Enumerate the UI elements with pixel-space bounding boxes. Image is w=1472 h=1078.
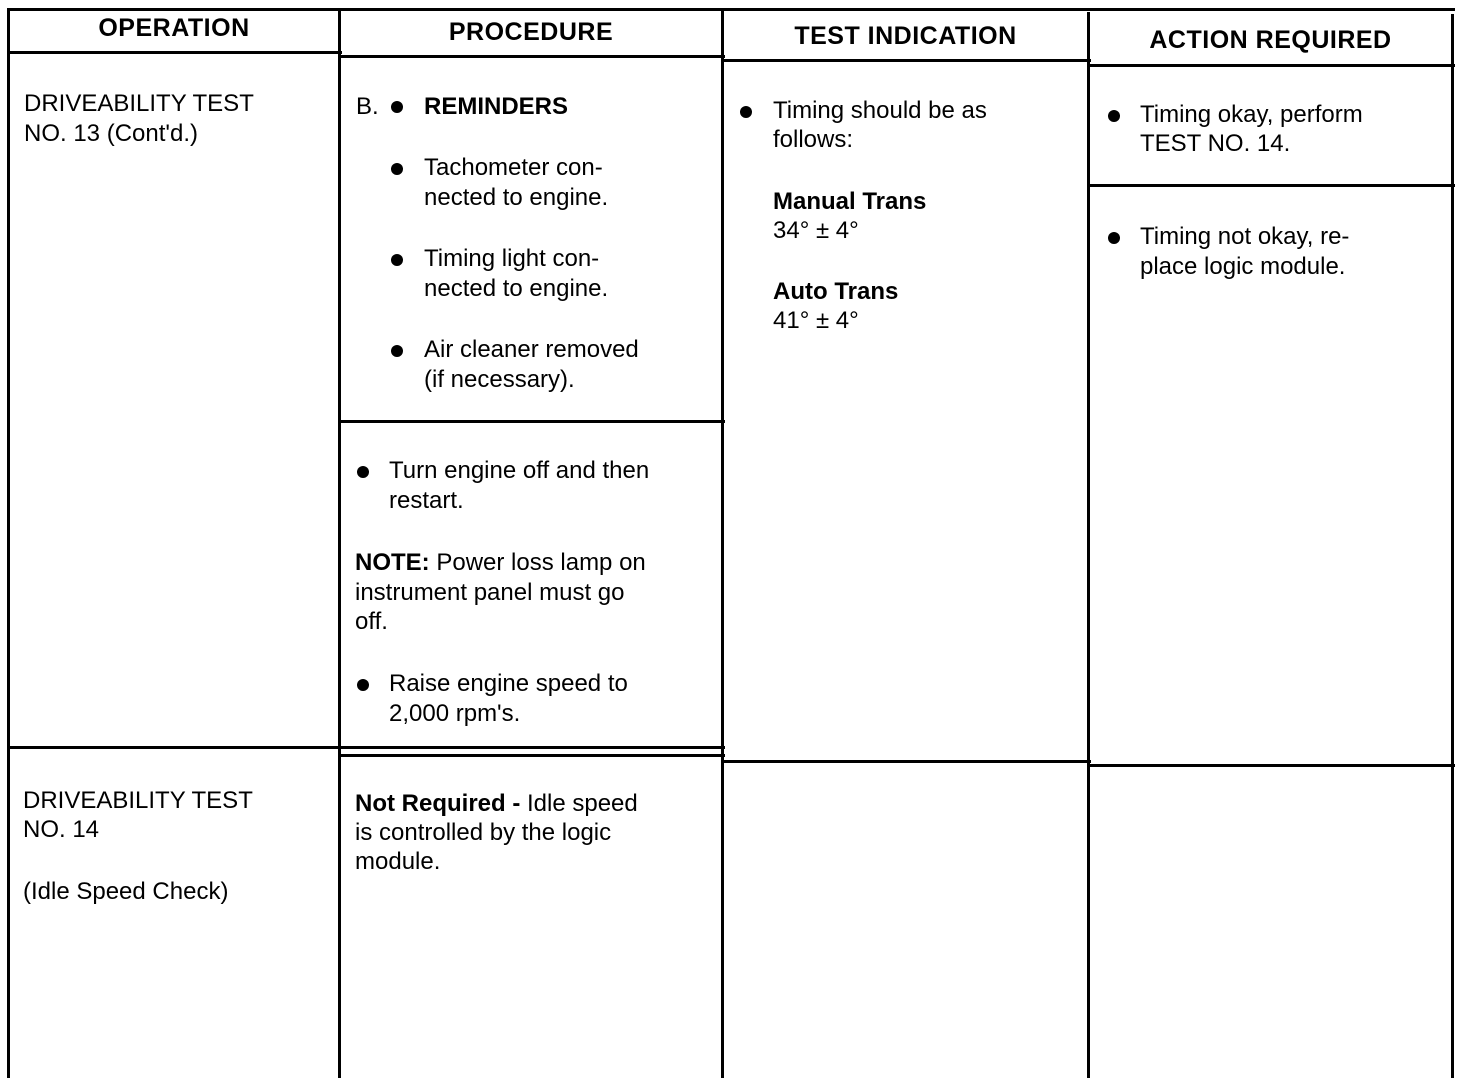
reminders-heading: REMINDERS — [424, 93, 569, 120]
operation-test-14-subtitle: (Idle Speed Check) — [23, 878, 229, 905]
action-ok-line1: Timing okay, perform — [1140, 101, 1363, 128]
procedure-note-line1 — [355, 548, 646, 578]
action-ok-line2: TEST NO. 14. — [1140, 130, 1291, 157]
not-required-label: Not Required - — [355, 790, 521, 817]
column-divider-3 — [1087, 12, 1090, 1078]
test-indication-intro-line2: follows: — [773, 126, 854, 153]
operation-test-13-line2: NO. 13 (Cont'd.) — [24, 120, 198, 147]
table-right-border — [1451, 14, 1454, 1078]
header-bottom-border-col3 — [724, 59, 1091, 62]
reminders-prefix: B. — [356, 93, 379, 120]
procedure-not-required-line3: module. — [355, 848, 441, 875]
reminder-item-2-line2: nected to engine. — [424, 275, 609, 302]
header-bottom-border-col2 — [341, 55, 725, 58]
reminder-item-1-line1: Tachometer con- — [424, 154, 603, 181]
reminder-item-3-line2: (if necessary). — [424, 366, 575, 393]
header-test-indication: TEST INDICATION — [794, 22, 1017, 50]
action-split-line — [1090, 184, 1455, 187]
note-label: NOTE: — [355, 549, 430, 576]
header-action-required: ACTION REQUIRED — [1149, 26, 1392, 54]
bullet-icon — [391, 101, 403, 113]
bullet-icon — [1108, 232, 1120, 244]
reminder-item-3-line1: Air cleaner removed — [424, 336, 639, 363]
bullet-icon — [1108, 110, 1120, 122]
column-divider-2 — [721, 10, 724, 1078]
procedure-step-restart-line2: restart. — [389, 487, 464, 514]
action-not-ok-line1: Timing not okay, re- — [1140, 223, 1350, 250]
action-not-ok-line2: place logic module. — [1140, 253, 1346, 280]
procedure-not-required-line1 — [355, 789, 638, 819]
column-divider-1 — [338, 8, 341, 1078]
manual-trans-label: Manual Trans — [773, 188, 927, 215]
bullet-icon — [357, 466, 369, 478]
procedure-step-restart-line1: Turn engine off and then — [389, 457, 650, 484]
header-bottom-border-col4 — [1090, 64, 1455, 67]
reminder-item-1-line2: nected to engine. — [424, 184, 609, 211]
procedure-step-raise-speed-line2: 2,000 rpm's. — [389, 700, 521, 727]
test-indication-intro-line1: Timing should be as — [773, 97, 987, 124]
bullet-icon — [357, 679, 369, 691]
procedure-note-line2: instrument panel must go — [355, 579, 625, 606]
auto-trans-label: Auto Trans — [773, 278, 899, 305]
table-top-border — [8, 8, 1455, 11]
bullet-icon — [391, 163, 403, 175]
table-left-border — [7, 8, 10, 1078]
operation-test-13-line1: DRIVEABILITY TEST — [24, 90, 254, 117]
row-divider-col4 — [1090, 764, 1455, 767]
auto-trans-value: 41° ± 4° — [773, 307, 859, 334]
row-divider-col2 — [341, 754, 725, 757]
reminder-item-2-line1: Timing light con- — [424, 245, 600, 272]
bullet-icon — [391, 254, 403, 266]
bullet-icon — [391, 345, 403, 357]
procedure-note-line3: off. — [355, 608, 388, 635]
note-text: Power loss lamp on — [429, 549, 646, 576]
bullet-icon — [740, 106, 752, 118]
procedure-step-raise-speed-line1: Raise engine speed to — [389, 670, 628, 697]
procedure-split-line — [341, 420, 725, 423]
not-required-text: Idle speed — [520, 790, 638, 817]
operation-test-14-line1: DRIVEABILITY TEST — [23, 787, 253, 814]
header-procedure: PROCEDURE — [448, 18, 614, 46]
row-divider-col3 — [724, 760, 1091, 763]
manual-trans-value: 34° ± 4° — [773, 217, 859, 244]
procedure-not-required-line2: is controlled by the logic — [355, 819, 612, 846]
row-divider-col1-2 — [8, 746, 725, 749]
header-bottom-border-col1 — [8, 51, 342, 54]
operation-test-14-line2: NO. 14 — [23, 816, 100, 843]
header-operation: OPERATION — [98, 14, 250, 42]
